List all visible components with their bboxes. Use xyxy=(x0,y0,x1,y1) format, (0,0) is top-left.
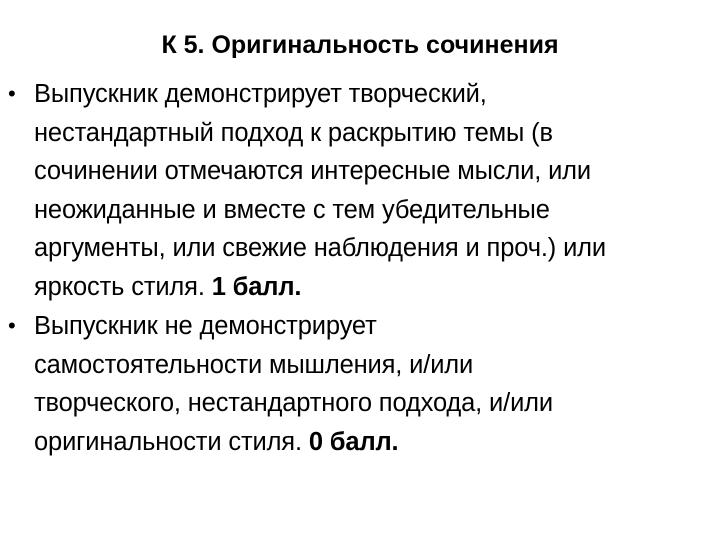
text-line: творческого, нестандартного подхода, и/или xyxy=(34,389,554,417)
bullet-text xyxy=(34,75,720,306)
text-line: яркость стиля. xyxy=(34,272,212,301)
text-line: сочинении отмечаются интересные мысли, или xyxy=(34,157,592,185)
bullet-marker: • xyxy=(8,313,16,338)
text-line-with-score xyxy=(34,268,720,307)
text-line-with-score xyxy=(34,423,720,462)
text-line: нестандартный подход к раскрытию темы (в xyxy=(34,118,553,147)
text-line: неожиданные и вместе с тем убедительные xyxy=(34,195,550,224)
text-line: аргументы, или свежие наблюдения и проч.) или xyxy=(34,234,606,262)
score-label: 0 балл. xyxy=(308,427,399,456)
text-line: Выпускник не демонстрирует xyxy=(34,312,377,340)
score-label: 1 балл. xyxy=(211,272,302,301)
text-line: самостоятельности мышления, и/или xyxy=(34,350,474,379)
bullet-text xyxy=(34,307,720,461)
text-line: оригинальности стиля. xyxy=(34,427,309,456)
bullet-marker: • xyxy=(8,81,16,106)
slide-title: К 5. Оригинальность сочинения xyxy=(161,31,559,59)
text-line: Выпускник демонстрирует творческий, xyxy=(34,80,487,108)
